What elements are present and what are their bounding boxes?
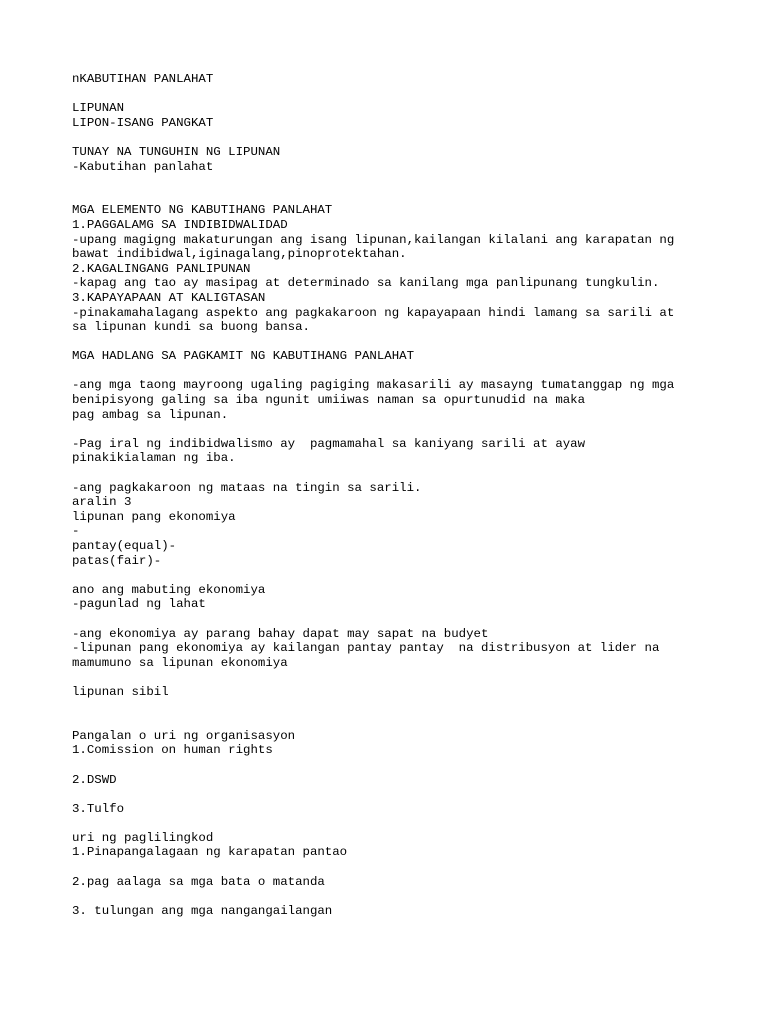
text-line: Pangalan o uri ng organisasyon xyxy=(72,728,296,743)
text-line xyxy=(72,860,752,875)
text-line: mamumuno sa lipunan ekonomiya xyxy=(72,655,288,670)
text-line: - xyxy=(72,524,80,539)
text-line: -pinakamahalagang aspekto ang pagkakaroon ng kapayapaan hindi lamang sa sarili at xyxy=(72,305,675,320)
text-line: 3. tulungan ang mga nangangailangan xyxy=(72,903,333,918)
document-body xyxy=(72,72,752,918)
text-line xyxy=(72,87,752,102)
text-line xyxy=(72,612,752,627)
text-line: benipisyong galing sa iba ngunit umiiwas naman sa opurtunudid na maka xyxy=(72,393,586,408)
text-line: LIPUNAN xyxy=(72,101,125,116)
text-line xyxy=(72,700,752,715)
text-line: -Kabutihan panlahat xyxy=(72,159,214,174)
text-line xyxy=(72,335,752,350)
text-line: 2.DSWD xyxy=(72,772,117,787)
text-line: MGA ELEMENTO NG KABUTIHANG PANLAHAT xyxy=(72,203,333,218)
text-line xyxy=(72,364,752,379)
text-line xyxy=(72,189,752,204)
text-line: -Pag iral ng indibidwalismo ay pagmamahal sa kaniyang sarili at ayaw xyxy=(72,436,586,451)
text-line: bawat indibidwal,iginagalang,pinoprotektahan. xyxy=(72,247,407,262)
text-line: nKABUTIHAN PANLAHAT xyxy=(72,72,214,86)
text-line: -ang ekonomiya ay parang bahay dapat may sapat na budyet xyxy=(72,626,489,641)
text-line: lipunan sibil xyxy=(72,684,169,699)
text-line: 1.Pinapangalagaan ng karapatan pantao xyxy=(72,845,348,860)
text-line xyxy=(72,568,752,583)
text-line xyxy=(72,787,752,802)
text-line: ano ang mabuting ekonomiya xyxy=(72,582,266,597)
text-line xyxy=(72,174,752,189)
text-line: patas(fair)- xyxy=(72,553,162,568)
text-line: aralin 3 xyxy=(72,495,132,510)
text-line: -kapag ang tao ay masipag at determinado sa kanilang mga panlipunang tungkulin. xyxy=(72,276,660,291)
text-line: LIPON-ISANG PANGKAT xyxy=(72,115,214,130)
text-line: 2.KAGALINGANG PANLIPUNAN xyxy=(72,261,251,276)
text-line: -ang mga taong mayroong ugaling pagiging makasarili ay masayng tumatanggap ng mga xyxy=(72,378,675,393)
text-line xyxy=(72,466,752,481)
text-line xyxy=(72,422,752,437)
text-line: pinakikialaman ng iba. xyxy=(72,451,236,466)
text-line: lipunan pang ekonomiya xyxy=(72,509,236,524)
text-line: 1.PAGGALAMG SA INDIBIDWALIDAD xyxy=(72,217,288,232)
text-line xyxy=(72,714,752,729)
text-line: MGA HADLANG SA PAGKAMIT NG KABUTIHANG PANLAHAT xyxy=(72,349,415,364)
text-line xyxy=(72,816,752,831)
text-line: -lipunan pang ekonomiya ay kailangan pantay pantay na distribusyon at lider na xyxy=(72,641,660,656)
text-line xyxy=(72,889,752,904)
text-line: 3.KAPAYAPAAN AT KALIGTASAN xyxy=(72,290,266,305)
text-line: sa lipunan kundi sa buong bansa. xyxy=(72,320,310,335)
text-line: 1.Comission on human rights xyxy=(72,743,273,758)
text-line: TUNAY NA TUNGUHIN NG LIPUNAN xyxy=(72,144,281,159)
text-line: -pagunlad ng lahat xyxy=(72,597,206,612)
text-line: 3.Tulfo xyxy=(72,801,125,816)
text-line: -ang pagkakaroon ng mataas na tingin sa sarili. xyxy=(72,480,422,495)
text-line: uri ng paglilingkod xyxy=(72,830,214,845)
text-line: pantay(equal)- xyxy=(72,539,177,553)
text-line: 2.pag aalaga sa mga bata o matanda xyxy=(72,874,325,889)
text-line xyxy=(72,670,752,685)
text-line xyxy=(72,758,752,773)
text-line: pag ambag sa lipunan. xyxy=(72,407,229,422)
text-line xyxy=(72,130,752,145)
text-line: -upang magigng makaturungan ang isang lipunan,kailangan kilalani ang karapatan ng xyxy=(72,232,675,247)
